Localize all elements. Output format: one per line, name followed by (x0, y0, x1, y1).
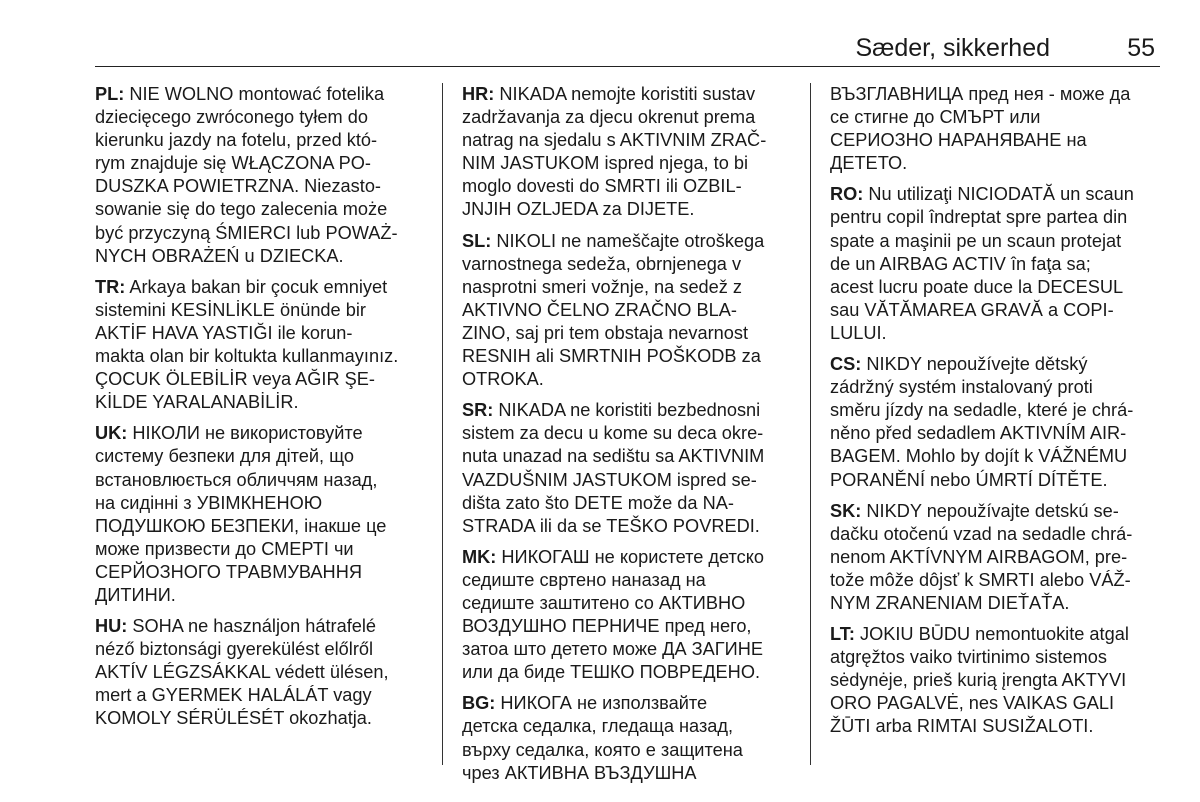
line-text: NIM JASTUKOM ispred njega, to bi (462, 153, 749, 174)
text-line (830, 669, 1160, 692)
text-line (830, 276, 1160, 299)
warning-paragraph (830, 353, 1160, 492)
text-line (95, 152, 430, 175)
line-text: kierunku jazdy na fotelu, przed któ- (95, 130, 378, 151)
line-text: NYCH OBRAŻEŃ u DZIECKA. (95, 245, 344, 266)
text-line (830, 569, 1160, 592)
line-text: на сидінні з УВІМКНЕНОЮ (95, 492, 323, 513)
warning-paragraph (462, 692, 792, 784)
text-line (95, 345, 430, 368)
text-line (95, 299, 430, 322)
text-line (95, 584, 430, 607)
line-text: ВЪЗГЛАВНИЦА пред нея - може да (830, 84, 1131, 104)
text-line (462, 253, 792, 276)
text-line (462, 546, 792, 569)
text-line (462, 615, 792, 638)
line-text: de un AIRBAG ACTIV în faţa sa; (830, 253, 1091, 274)
warning-paragraph (830, 83, 1160, 175)
line-text: СЕРЙОЗНОГО ТРАВМУВАННЯ (95, 561, 362, 582)
text-line (95, 707, 430, 730)
text-column-3 (830, 83, 1160, 747)
line-text: směru jízdy na sedadle, které je chrá- (830, 400, 1134, 421)
text-line (95, 322, 430, 345)
warning-paragraph (462, 399, 792, 538)
text-line (830, 129, 1160, 152)
line-text: JOKIU BŪDU nemontuokite atgal (854, 624, 1129, 645)
text-line (462, 368, 792, 391)
line-text: rym znajduje się WŁĄCZONA PO- (95, 153, 371, 174)
language-code: PL: (95, 84, 125, 104)
line-text: седиште заштитено со АКТИВНО (462, 592, 746, 613)
language-code: BG: (462, 693, 496, 714)
warning-paragraph (462, 83, 792, 222)
text-line (95, 368, 430, 391)
warning-paragraph (830, 623, 1160, 738)
line-text: AKTIVNO ČELNO ZRAČNO BLA- (462, 299, 737, 320)
text-line (462, 322, 792, 345)
line-text: dačku otočenú vzad na sedadle chrá- (830, 523, 1133, 544)
line-text: VAZDUŠNIM JASTUKOM ispred se- (462, 469, 757, 490)
header-divider (95, 66, 1160, 67)
line-text: СЕРИОЗНО НАРАНЯВАНЕ на (830, 130, 1087, 151)
line-text: Arkaya bakan bir çocuk emniyet (125, 276, 388, 297)
line-text: STRADA ili da se TEŠKO POVREDI. (462, 515, 760, 536)
text-line (462, 692, 792, 715)
text-line (830, 253, 1160, 276)
line-text: детска седалка, гледаща назад, (462, 716, 734, 737)
line-text: НІКОЛИ не використовуйте (127, 423, 363, 444)
text-line (95, 445, 430, 468)
line-text: LULUI. (830, 322, 887, 343)
line-text: НИКОГАШ не користете детско (496, 546, 765, 567)
text-line (95, 638, 430, 661)
line-text: седиште свртено наназад на (462, 569, 706, 590)
warning-paragraph (462, 546, 792, 685)
line-text: OTROKA. (462, 369, 544, 390)
text-line (830, 376, 1160, 399)
line-text: или да биде ТЕШКО ПОВРЕДЕНО. (462, 662, 761, 683)
line-text: ZINO, saj pri tem obstaja nevarnost (462, 322, 749, 343)
text-line (830, 715, 1160, 738)
line-text: pentru copil îndreptat spre partea din (830, 207, 1128, 228)
text-line (95, 245, 430, 268)
line-text: NIE WOLNO montować fotelika (124, 84, 385, 104)
language-code: HR: (462, 84, 495, 104)
line-text: spate a maşinii pe un scaun protejat (830, 230, 1122, 251)
text-line (95, 515, 430, 538)
line-text: върху седалка, която е защитена (462, 739, 743, 760)
line-text: ŽŪTI arba RIMTAI SUSIŽALOTI. (830, 716, 1094, 737)
page-header (95, 32, 1160, 68)
text-line (830, 422, 1160, 445)
language-code: RO: (830, 184, 864, 205)
text-line (462, 399, 792, 422)
line-text: ÇOCUK ÖLEBİLİR veya AĞIR ŞE- (95, 369, 375, 390)
line-text: nasprotni smeri vožnje, na sedež z (462, 276, 743, 297)
line-text: něno před sedadlem AKTIVNÍM AIR- (830, 423, 1127, 444)
column-divider-2 (810, 83, 811, 765)
text-line (95, 615, 430, 638)
language-code: SR: (462, 400, 494, 421)
text-line (830, 399, 1160, 422)
language-code: UK: (95, 423, 128, 444)
line-text: NYM ZRANENIAM DIEŤAŤA. (830, 592, 1070, 613)
text-line (95, 469, 430, 492)
line-text: ПОДУШКОЮ БЕЗПЕКИ, інакше це (95, 515, 387, 536)
text-line (95, 198, 430, 221)
line-text: KİLDE YARALANABİLİR. (95, 392, 299, 413)
text-line (462, 715, 792, 738)
warning-paragraph (830, 500, 1160, 615)
text-column-1 (95, 83, 430, 739)
line-text: ДЕТЕТО. (830, 153, 908, 174)
section-title: Sæder, sikkerhed (855, 34, 1050, 62)
text-line (95, 661, 430, 684)
line-text: zadržavanja za djecu okrenut prema (462, 107, 756, 128)
text-line (830, 692, 1160, 715)
text-line (95, 106, 430, 129)
text-line (95, 391, 430, 414)
line-text: чрез АКТИВНА ВЪЗДУШНА (462, 762, 697, 783)
line-text: sowanie się do tego zalecenia może (95, 199, 388, 220)
line-text: ORO PAGALVĖ, nes VAIKAS GALI (830, 693, 1115, 714)
text-line (830, 299, 1160, 322)
line-text: NIKOLI ne nameščajte otroškega (491, 230, 765, 251)
line-text: nenom AKTÍVNYM AIRBAGOM, pre- (830, 546, 1128, 567)
text-line (462, 492, 792, 515)
text-line (830, 500, 1160, 523)
line-text: sau VĂTĂMAREA GRAVĂ a COPI- (830, 299, 1114, 320)
text-line (95, 276, 430, 299)
text-line (95, 175, 430, 198)
text-line (95, 222, 430, 245)
page-number: 55 (1127, 34, 1155, 62)
text-line (462, 739, 792, 762)
line-text: sistem za decu u kome su deca okre- (462, 423, 764, 444)
text-line (830, 353, 1160, 376)
line-text: PORANĚNÍ nebo ÚMRTÍ DÍTĚTE. (830, 469, 1108, 490)
text-line (462, 638, 792, 661)
text-line (462, 276, 792, 299)
warning-paragraph (95, 615, 430, 730)
text-line (462, 175, 792, 198)
line-text: JNJIH OZLJEDA za DIJETE. (462, 199, 695, 220)
line-text: moglo dovesti do SMRTI ili OZBIL- (462, 176, 742, 197)
line-text: néző biztonsági gyerekülést előlről (95, 639, 374, 660)
warning-paragraph (462, 230, 792, 392)
line-text: може призвести до СМЕРТІ чи (95, 538, 354, 559)
text-line (830, 206, 1160, 229)
text-line (95, 561, 430, 584)
text-line (462, 106, 792, 129)
text-line (462, 299, 792, 322)
language-code: TR: (95, 276, 126, 297)
text-line (830, 623, 1160, 646)
line-text: встановлюється обличчям назад, (95, 469, 378, 490)
text-line (830, 322, 1160, 345)
line-text: KOMOLY SÉRÜLÉSÉT okozhatja. (95, 708, 372, 729)
line-text: atgręžtos vaiko tvirtinimo sistemos (830, 647, 1107, 668)
text-line (95, 83, 430, 106)
text-line (462, 198, 792, 221)
text-line (830, 106, 1160, 129)
line-text: NIKADA ne koristiti bezbednosni (493, 400, 761, 421)
line-text: AKTİF HAVA YASTIĞI ile korun- (95, 322, 353, 343)
line-text: dziecięcego zwróconego tyłem do (95, 107, 368, 128)
text-line (462, 469, 792, 492)
line-text: затоа што детето може ДА ЗАГИНЕ (462, 639, 763, 660)
line-text: mert a GYERMEK HALÁLÁT vagy (95, 685, 372, 706)
text-line (830, 546, 1160, 569)
text-line (95, 684, 430, 707)
warning-paragraph (95, 83, 430, 268)
line-text: DUSZKA POWIETRZNA. Niezasto- (95, 176, 381, 197)
text-line (462, 83, 792, 106)
line-text: sistemini KESİNLİKLE önünde bir (95, 299, 366, 320)
text-line (830, 445, 1160, 468)
text-line (95, 538, 430, 561)
text-line (462, 515, 792, 538)
text-line (462, 152, 792, 175)
line-text: natrag na sjedalu s AKTIVNIM ZRAČ- (462, 130, 767, 151)
line-text: SOHA ne használjon hátrafelé (127, 616, 377, 637)
text-line (830, 230, 1160, 253)
language-code: HU: (95, 616, 128, 637)
line-text: zádržný systém instalovaný proti (830, 377, 1093, 398)
text-column-2 (462, 83, 792, 793)
text-line (95, 129, 430, 152)
text-line (830, 183, 1160, 206)
line-text: acest lucru poate duce la DECESUL (830, 276, 1124, 297)
line-text: sėdynėje, prieš kurią įrengta AKTYVI (830, 670, 1127, 691)
line-text: ВОЗДУШНО ПЕРНИЧЕ пред него, (462, 616, 752, 637)
line-text: AKTÍV LÉGZSÁKKAL védett ülésen, (95, 662, 389, 683)
text-line (462, 445, 792, 468)
language-code: CS: (830, 354, 862, 375)
text-line (462, 762, 792, 785)
line-text: makta olan bir koltukta kullanmayınız. (95, 346, 399, 367)
line-text: tože môže dôjsť k SMRTI alebo VÁŽ- (830, 569, 1131, 590)
line-text: BAGEM. Mohlo by dojít k VÁŽNÉMU (830, 446, 1128, 467)
warning-paragraph (830, 183, 1160, 345)
line-text: RESNIH ali SMRTNIH POŠKODB za (462, 346, 761, 367)
line-text: НИКОГА не използвайте (495, 693, 708, 714)
text-line (830, 83, 1160, 106)
text-line (462, 345, 792, 368)
text-line (830, 469, 1160, 492)
line-text: NIKDY nepoužívajte detskú se- (861, 500, 1119, 521)
text-line (462, 230, 792, 253)
language-code: MK: (462, 546, 497, 567)
line-text: систему безпеки для дітей, що (95, 446, 355, 467)
language-code: LT: (830, 624, 855, 645)
line-text: NIKDY nepoužívejte dětský (861, 354, 1088, 375)
text-line (830, 152, 1160, 175)
column-divider-1 (442, 83, 443, 765)
line-text: ДИТИНИ. (95, 584, 176, 605)
warning-paragraph (95, 422, 430, 607)
text-line (462, 592, 792, 615)
text-line (95, 422, 430, 445)
language-code: SK: (830, 500, 862, 521)
text-line (462, 569, 792, 592)
text-line (830, 646, 1160, 669)
line-text: NIKADA nemojte koristiti sustav (494, 84, 756, 104)
text-line (462, 129, 792, 152)
line-text: Nu utilizaţi NICIODATĂ un scaun (863, 184, 1134, 205)
text-line (462, 661, 792, 684)
text-line (830, 592, 1160, 615)
language-code: SL: (462, 230, 492, 251)
warning-paragraph (95, 276, 430, 415)
line-text: varnostnega sedeža, obrnjenega v (462, 253, 742, 274)
line-text: nuta unazad na sedištu sa AKTIVNIM (462, 446, 765, 467)
line-text: dišta zato što DETE može da NA- (462, 492, 734, 513)
text-line (830, 523, 1160, 546)
text-line (462, 422, 792, 445)
line-text: być przyczyną ŚMIERCI lub POWAŻ- (95, 222, 398, 243)
text-line (95, 492, 430, 515)
line-text: се стигне до СМЪРТ или (830, 107, 1041, 128)
